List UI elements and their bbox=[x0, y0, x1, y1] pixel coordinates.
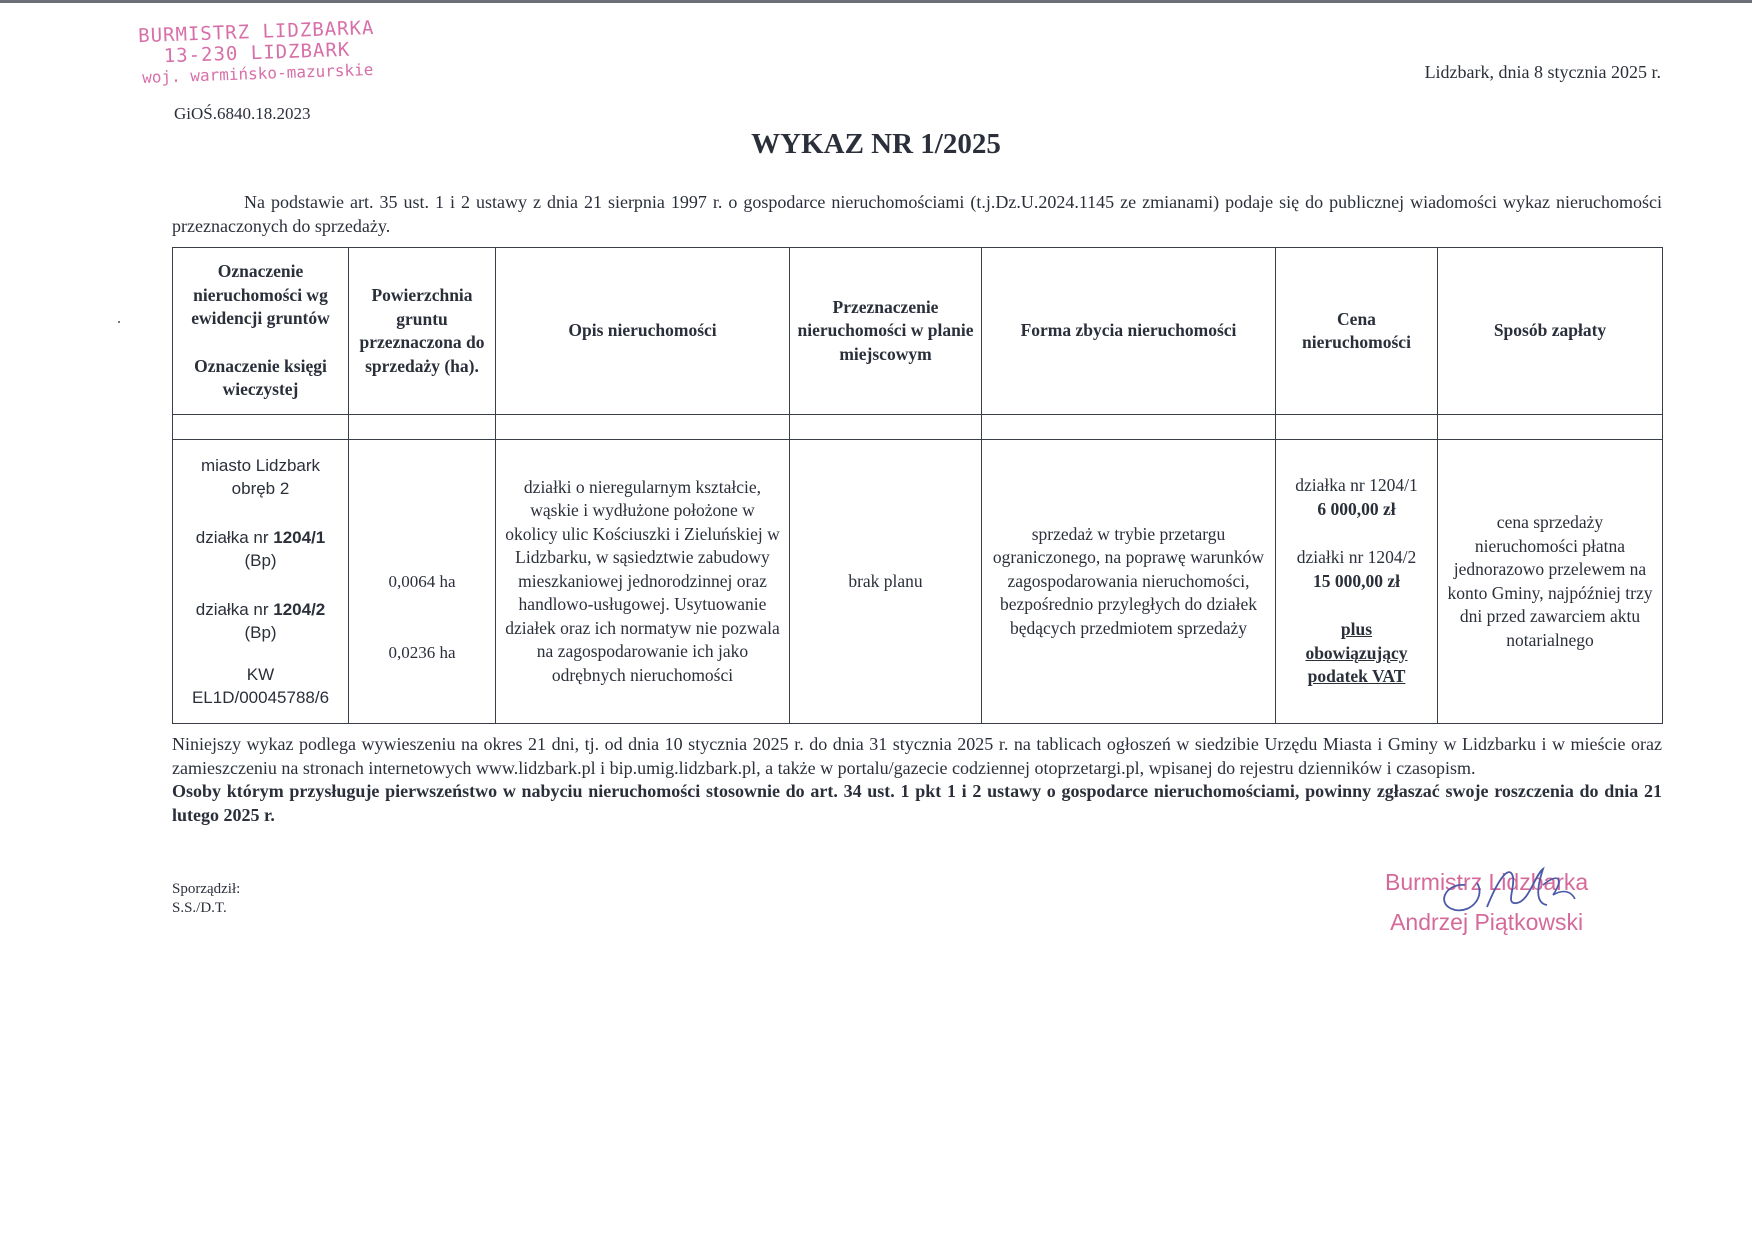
area-plot-2: 0,0236 ha bbox=[388, 643, 456, 662]
cell-plan: brak planu bbox=[790, 440, 982, 724]
header-col1-kw: Oznaczenie księgi wieczystej bbox=[194, 355, 327, 400]
header-description: Opis nieruchomości bbox=[496, 248, 790, 415]
cell-plot-designation bbox=[173, 440, 349, 724]
header-sale-form: Forma zbycia nieruchomości bbox=[982, 248, 1276, 415]
place-and-date: Lidzbark, dnia 8 stycznia 2025 r. bbox=[1424, 62, 1661, 82]
plot-2-line bbox=[179, 598, 342, 622]
cell-price bbox=[1276, 440, 1438, 724]
cell-payment: cena sprzedaży nieruchomości płatna jednorazowo przelewem na konto Gminy, najpóźniej trzy dni przed zawarciem aktu notarialnego bbox=[1438, 440, 1663, 724]
prepared-by-label: Sporządził: bbox=[172, 881, 241, 897]
plot-1-number: 1204/1 bbox=[273, 527, 326, 547]
property-table bbox=[172, 247, 1663, 724]
vat-line-2: obowiązujący bbox=[1305, 642, 1408, 663]
price-2-value: 15 000,00 zł bbox=[1312, 570, 1400, 591]
land-register-label: KW bbox=[246, 664, 275, 684]
notice-text: Niniejszy wykaz podlega wywieszeniu na okres 21 dni, tj. od dnia 10 stycznia 2025 r. do dnia 31 stycznia 2025 r. na tablicach ogłoszeń w siedzibie Urzędu Miasta i Gminy w Lidzbarku i w mieście oraz zamieszczeniu na stronach internetowych www.lidzbark.pl i bip.umig.lidzbark.pl, a także w portalu/gazecie codziennej otoprzetargi.pl, wpisanej do rejestru dzienników i czasopism. bbox=[172, 734, 1662, 778]
location-precinct: obręb 2 bbox=[231, 479, 290, 498]
signature-stamp-title: Burmistrz Lidzbarka bbox=[1385, 869, 1589, 895]
table-header-row bbox=[173, 248, 1663, 415]
stamp-line-3: woj. warmińsko-mazurskie bbox=[141, 59, 374, 87]
cell-description: działki o nieregularnym kształcie, wąskie i wydłużone położone w okolicy ulic Kościuszki i Zieluńskiej w Lidzbarku, w sąsiedztwie zabudowy mieszkaniowej jednorodzinnej oraz handlowo-usługowej. Usytuowanie działek oraz ich normatyw nie pozwala na zagospodarowanie ich jako odrębnych nieruchomości bbox=[496, 440, 790, 724]
land-register-number: EL1D/00045788/6 bbox=[191, 688, 330, 707]
header-plot-designation bbox=[173, 248, 349, 415]
stamp-line-1: BURMISTRZ LIDZBARKA bbox=[137, 16, 375, 48]
vat-line-1: plus bbox=[1340, 619, 1373, 640]
scan-speck bbox=[118, 321, 120, 323]
vat-line-3: podatek VAT bbox=[1307, 666, 1406, 687]
header-area: Powierzchnia gruntu przeznaczona do sprzedaży (ha). bbox=[349, 248, 496, 415]
prepared-by-initials: S.S./D.T. bbox=[172, 900, 227, 916]
header-col1-main: Oznaczenie nieruchomości wg ewidencji gruntów bbox=[191, 261, 330, 329]
stamp-line-2: 13-230 LIDZBARK bbox=[163, 39, 351, 68]
plot-2-number: 1204/2 bbox=[273, 599, 326, 619]
plot-1-prefix: działka nr bbox=[195, 527, 269, 547]
notice-priority-text: Osoby którym przysługuje pierwszeństwo w nabyciu nieruchomości stosownie do art. 34 ust. 1 pkt 1 i 2 ustawy o gospodarce nieruchomościami, powinny zgłaszać swoje roszczenia do dnia 21 lutego 2025 r. bbox=[172, 781, 1662, 825]
office-stamp bbox=[111, 17, 403, 88]
table-spacer-row bbox=[173, 415, 1663, 440]
notice-paragraph bbox=[172, 733, 1662, 827]
handwritten-signature bbox=[1425, 855, 1615, 935]
cell-area bbox=[349, 440, 496, 724]
intro-paragraph: Na podstawie art. 35 ust. 1 i 2 ustawy z dnia 21 sierpnia 1997 r. o gospodarce nieruchomościami (t.j.Dz.U.2024.1145 ze zmianami) podaje się do publicznej wiadomości wykaz nieruchomości przeznaczonych do sprzedaży. bbox=[172, 192, 1662, 236]
plot-1-line bbox=[179, 526, 342, 550]
area-plot-1: 0,0064 ha bbox=[388, 571, 456, 591]
signature-stamp-name: Andrzej Piątkowski bbox=[1390, 909, 1584, 935]
document-title: WYKAZ NR 1/2025 bbox=[751, 128, 1001, 160]
price-1-label: działka nr 1204/1 bbox=[1295, 475, 1418, 496]
price-1-value: 6 000,00 zł bbox=[1317, 498, 1396, 519]
plot-1-class: (Bp) bbox=[244, 551, 277, 570]
table-row bbox=[173, 440, 1663, 724]
top-border-rule bbox=[0, 0, 1752, 3]
prepared-by-block bbox=[172, 880, 240, 918]
header-payment: Sposób zapłaty bbox=[1438, 248, 1663, 415]
cell-sale-form: sprzedaż w trybie przetargu ograniczonego, na poprawę warunków zagospodarowania nieruchomości, bezpośrednio przyległych do działek będących przedmiotem sprzedaży bbox=[982, 440, 1276, 724]
reference-number: GiOŚ.6840.18.2023 bbox=[174, 104, 311, 123]
price-2-label: działki nr 1204/2 bbox=[1296, 547, 1417, 568]
plot-2-class: (Bp) bbox=[244, 623, 277, 642]
header-plan: Przeznaczenie nieruchomości w planie miejscowym bbox=[790, 248, 982, 415]
plot-2-prefix: działka nr bbox=[195, 599, 269, 619]
header-price: Cena nieruchomości bbox=[1276, 248, 1438, 415]
location-city: miasto Lidzbark bbox=[200, 455, 321, 475]
